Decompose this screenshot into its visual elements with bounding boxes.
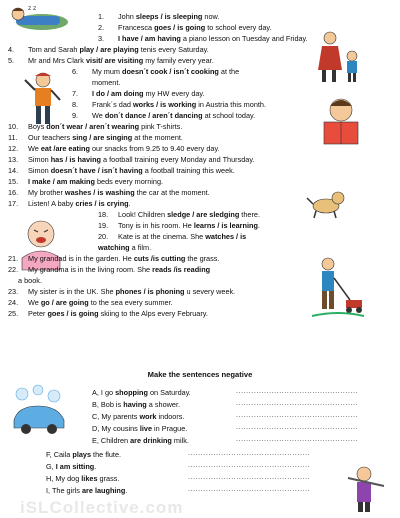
exercise-sentence [8, 155, 254, 164]
verb-choice[interactable]: has / is having [50, 155, 102, 164]
sentence-number: 23. [8, 287, 19, 296]
sleeping-boy-icon [8, 2, 70, 32]
dog-icon [306, 186, 346, 220]
highlighted-verb: likes [81, 474, 98, 483]
sentence-text: a film. [129, 243, 152, 252]
exercise-sentence [8, 287, 235, 296]
sentence-text: B, Bob is [92, 400, 124, 409]
sentence-text: Kate is at the cinema. She [118, 232, 206, 241]
sentence-text: D, My cousins [92, 424, 140, 433]
exercise-sentence [8, 265, 210, 274]
verb-choice[interactable]: doesn´t have / isn´t having [50, 166, 143, 175]
highlighted-verb: shopping [115, 388, 148, 397]
verb-choice[interactable]: cries / is crying [75, 199, 129, 208]
sentence-text: my family every year. [143, 56, 214, 65]
verb-choice[interactable]: watches / is [205, 232, 247, 241]
sentence-text: Tom and Sarah [28, 45, 80, 54]
sentence-text: I, The girls [46, 486, 82, 495]
negative-sentence [92, 424, 187, 433]
exercise-sentence [98, 12, 219, 21]
exercise-sentence [8, 133, 183, 142]
sentence-text: at the [218, 67, 240, 76]
section-title: Make the sentences negative [147, 370, 253, 379]
negative-sentence [46, 450, 121, 459]
sentence-text: C, My parents [92, 412, 140, 421]
sentence-text: H, My dog [46, 474, 82, 483]
sentence-text: Frank´s dad [92, 100, 133, 109]
sentence-text: Tony is in his room. He [118, 221, 194, 230]
verb-choice[interactable]: play / are playing [79, 45, 139, 54]
sentence-number: 17. [8, 199, 19, 208]
sentence-text: moment. [92, 78, 121, 87]
sentence-text: to school every day. [205, 23, 272, 32]
verb-choice[interactable]: I have / am having [118, 34, 181, 43]
sentence-number: 8. [72, 100, 79, 109]
negative-sentence [92, 412, 184, 421]
exercise-sentence [8, 254, 219, 263]
verb-choice[interactable]: learns / is learning [193, 221, 258, 230]
sentence-text: . [257, 221, 260, 230]
sentence-text: Francesca [118, 23, 155, 32]
sentence-number: 1. [98, 12, 105, 21]
sentence-text: a football training every Monday and Thursday. [101, 155, 255, 164]
verb-choice[interactable]: don´t dance / aren´t dancing [104, 111, 203, 120]
verb-choice[interactable]: works / is working [132, 100, 197, 109]
highlighted-verb: are drinking [130, 436, 172, 445]
answer-line[interactable]: ................................................ [188, 474, 311, 481]
car-wash-icon [8, 384, 70, 438]
exercise-sentence [8, 122, 182, 131]
sentence-number: 21. [8, 254, 19, 263]
sentence-text: a shower. [146, 400, 181, 409]
sentence-text: . [128, 199, 131, 208]
negative-sentence [46, 474, 119, 483]
answer-line[interactable]: ................................................ [236, 424, 359, 431]
exercise-sentence [8, 199, 131, 208]
sentence-text: My grandma is in the living room. She [28, 265, 153, 274]
exercise-sentence [8, 309, 208, 318]
verb-choice[interactable]: washes / is washing [64, 188, 135, 197]
exercise-sentence [98, 23, 272, 32]
verb-choice[interactable]: eat /are eating [40, 144, 90, 153]
highlighted-verb: live [139, 424, 153, 433]
sentence-number: 12. [8, 144, 19, 153]
exercise-sentence [8, 188, 210, 197]
sentence-number: 13. [8, 155, 19, 164]
verb-choice[interactable]: sing / are singing [72, 133, 133, 142]
sentence-number: 19. [98, 221, 109, 230]
negative-sentence [92, 400, 180, 409]
exercise-sentence [98, 221, 260, 230]
watermark: iSLCollective.com [20, 498, 184, 517]
mother-child-icon [308, 30, 366, 84]
sentence-text: F, Caila [46, 450, 73, 459]
sentence-text: grass. [97, 474, 120, 483]
sentence-text: to the sea every summer. [88, 298, 173, 307]
sentence-text: my HW every day. [143, 89, 205, 98]
negative-sentence [92, 388, 191, 397]
sentence-text: E, Children [92, 436, 131, 445]
answer-line[interactable]: ................................................ [188, 486, 311, 493]
answer-line[interactable]: ................................................ [236, 412, 359, 419]
sentence-number: 2. [98, 23, 105, 32]
highlighted-verb: are laughing [81, 486, 126, 495]
exercise-sentence [72, 100, 266, 109]
sentence-text: the flute. [91, 450, 122, 459]
exercise-sentence [72, 111, 255, 120]
sentence-text: . [94, 462, 97, 471]
sentence-text: a football training this week. [142, 166, 235, 175]
sentence-text: Simon [28, 155, 51, 164]
sentence-text: My sister is in the UK. She [28, 287, 116, 296]
sentence-number: 5. [8, 56, 15, 65]
verb-choice[interactable]: reads /is reading [152, 265, 211, 274]
sentence-text: a book. [18, 276, 42, 285]
sentence-text: at the moment. [132, 133, 183, 142]
reading-boy-icon [318, 96, 364, 150]
sentence-text: We [28, 144, 41, 153]
sentence-text: Look! Children [118, 210, 168, 219]
exercise-sentence [8, 45, 209, 54]
exercise-sentence [72, 67, 239, 76]
negative-sentence [92, 436, 189, 445]
answer-line[interactable]: ................................................ [188, 462, 311, 469]
sentence-text: My brother [28, 188, 65, 197]
verb-choice[interactable]: doesn´t cook / isn´t cooking [122, 67, 219, 76]
sentence-text: Listen! A baby [28, 199, 76, 208]
exercise-sentence [92, 78, 120, 87]
sentence-number: 15. [8, 177, 19, 186]
sentence-text: Our teachers [28, 133, 73, 142]
exercise-sentence [8, 166, 235, 175]
sentence-text: tenis every Saturday. [138, 45, 209, 54]
sentence-number: 7. [72, 89, 79, 98]
sentence-number: 10. [8, 122, 19, 131]
sentence-text: . [125, 486, 128, 495]
waving-man-icon [22, 70, 64, 128]
sentence-number: 6. [72, 67, 79, 76]
sentence-text: milk. [171, 436, 189, 445]
sentence-number: 18. [98, 210, 109, 219]
verb-choice[interactable]: go / are going [40, 298, 89, 307]
verb-choice[interactable]: visit/ are visiting [85, 56, 144, 65]
answer-line[interactable]: ................................................ [236, 388, 359, 395]
exercise-sentence [8, 144, 220, 153]
sentence-text: We [28, 298, 41, 307]
highlighted-verb: work [139, 412, 157, 421]
sentence-number: 25. [8, 309, 19, 318]
sentence-text: there. [239, 210, 260, 219]
sentence-number: 14. [8, 166, 19, 175]
lawn-mower-man-icon [310, 254, 366, 318]
sentence-text: skiing to the Alps every February. [98, 309, 208, 318]
sentence-text: at school today. [202, 111, 256, 120]
answer-line[interactable]: ................................................ [188, 450, 311, 457]
sentence-text: John [118, 12, 136, 21]
exercise-sentence [8, 177, 163, 186]
highlighted-verb: plays [72, 450, 92, 459]
sentence-text: Boys [28, 122, 47, 131]
sentence-number: 16. [8, 188, 19, 197]
answer-line[interactable]: ................................................ [236, 436, 359, 443]
verb-choice[interactable]: sledge / are sledging [167, 210, 240, 219]
verb-choice[interactable]: watching [98, 243, 130, 252]
flute-player-icon [346, 464, 386, 514]
svg-text:z z: z z [28, 5, 37, 12]
sentence-text: My mum [92, 67, 122, 76]
highlighted-verb: having [123, 400, 147, 409]
sentence-text: in Prague. [152, 424, 188, 433]
sentence-text: the grass. [185, 254, 220, 263]
sentence-text: G, [46, 462, 56, 471]
verb-choice[interactable]: cuts /is cutting [133, 254, 186, 263]
sentence-number: 9. [72, 111, 79, 120]
sentence-text: in Austria this month. [196, 100, 266, 109]
sentence-number: 3. [98, 34, 105, 43]
verb-choice[interactable]: I make / am making [28, 177, 95, 186]
exercise-sentence [98, 34, 308, 43]
sentence-number: 20. [98, 232, 109, 241]
sentence-text: on Saturday. [147, 388, 191, 397]
sentence-text: our snacks from 9.25 to 9.40 every day. [89, 144, 220, 153]
sentence-text: a piano lesson on Tuesday and Friday. [180, 34, 308, 43]
exercise-sentence [98, 210, 260, 219]
exercise-sentence [8, 56, 214, 65]
negative-sentence [46, 462, 96, 471]
exercise-sentence [98, 243, 151, 252]
highlighted-verb: I am sitting [55, 462, 95, 471]
sentence-number: 24. [8, 298, 19, 307]
sentence-text: pink T-shirts. [139, 122, 183, 131]
sentence-text: Mr and Mrs Clark [28, 56, 86, 65]
sentence-text: A, I go [92, 388, 116, 397]
sentence-text: beds every morning. [94, 177, 164, 186]
verb-choice[interactable]: goes / is going [154, 23, 206, 32]
negative-sentence [46, 486, 127, 495]
sentence-text: Simon [28, 166, 51, 175]
answer-line[interactable]: ................................................ [236, 400, 359, 407]
sentence-text: u severy week. [184, 287, 236, 296]
sentence-text: Peter [28, 309, 48, 318]
exercise-sentence [72, 89, 205, 98]
exercise-sentence [8, 298, 173, 307]
exercise-sentence [18, 276, 42, 285]
sentence-number: 11. [8, 133, 18, 142]
sentence-text: My grandad is in the garden. He [28, 254, 134, 263]
sentence-text: We [92, 111, 105, 120]
verb-choice[interactable]: phones / is phoning [115, 287, 185, 296]
sentence-text: the car at the moment. [134, 188, 210, 197]
verb-choice[interactable]: don´t wear / aren´t wearing [46, 122, 140, 131]
sentence-number: 22. [8, 265, 19, 274]
sentence-text: now. [202, 12, 220, 21]
verb-choice[interactable]: I do / am doing [92, 89, 144, 98]
verb-choice[interactable]: sleeps / is sleeping [135, 12, 203, 21]
sentence-number: 4. [8, 45, 15, 54]
verb-choice[interactable]: goes / is going [47, 309, 99, 318]
sentence-text: indoors. [156, 412, 185, 421]
exercise-sentence [98, 232, 246, 241]
